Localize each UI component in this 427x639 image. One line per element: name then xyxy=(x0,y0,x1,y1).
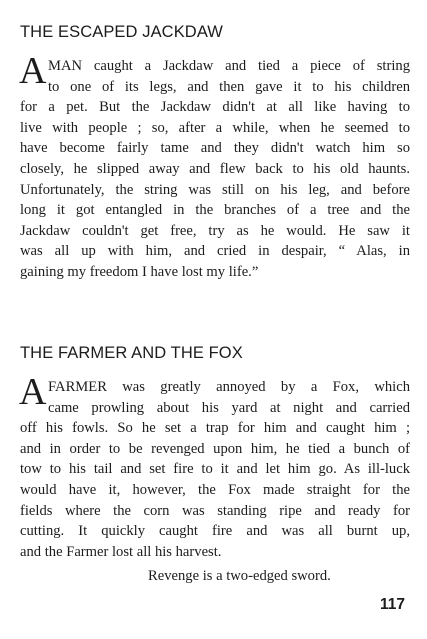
moral-text: Revenge is a two-edged sword. xyxy=(148,568,331,584)
text-line: live with people ; so, after a while, when he seemed to xyxy=(20,119,410,136)
text-line: fields where the corn was standing ripe and ready for xyxy=(20,502,410,519)
text-line: for a pet. But the Jackdaw didn't at all like having to xyxy=(20,99,410,116)
text-line: closely, he slipped away and flew back to his old haunts. xyxy=(20,160,410,177)
text-line: long it got entangled in the branches of a tree and the xyxy=(20,202,410,219)
fable-escaped-jackdaw xyxy=(20,22,410,283)
text-line: was all up with him, and cried in despair, “ Alas, in xyxy=(20,243,410,260)
text-line: FARMER was greatly annoyed by a Fox, which xyxy=(48,379,410,395)
text-line: came prowling about his yard at night and carried xyxy=(48,399,410,416)
text-line: and in order to be revenged upon him, he tied a bunch of xyxy=(20,440,410,457)
fable-body xyxy=(19,371,410,562)
fable-farmer-and-fox xyxy=(20,343,410,562)
text-line: off his fowls. So he set a trap for him and caught him ; xyxy=(20,420,410,437)
fable-title: THE ESCAPED JACKDAW xyxy=(20,23,223,41)
text-line: cutting. It quickly caught fire and was all burnt up, xyxy=(20,523,410,540)
text-line: MAN caught a Jackdaw and tied a piece of string xyxy=(48,58,410,74)
text-line: tow to his tail and set fire to it and let him go. As ill-luck xyxy=(20,461,410,478)
text-line: to one of its legs, and then gave it to his children xyxy=(48,78,410,95)
page-number: 117 xyxy=(379,596,405,613)
fable-title: THE FARMER AND THE FOX xyxy=(20,344,243,362)
text-line: have become fairly tame and they didn't watch him so xyxy=(20,140,410,157)
text-line: Jackdaw couldn't get free, try as he would. He saw it xyxy=(20,222,410,239)
text-line: and the Farmer lost all his harvest. xyxy=(20,543,222,560)
text-line: gaining my freedom I have lost my life.” xyxy=(20,263,259,280)
drop-cap: A xyxy=(19,371,47,413)
text-line: Unfortunately, the string was still on his leg, and before xyxy=(20,181,410,198)
drop-cap: A xyxy=(19,50,47,92)
text-line: would have it, however, the Fox made straight for the xyxy=(20,481,410,498)
fable-body xyxy=(19,50,410,283)
